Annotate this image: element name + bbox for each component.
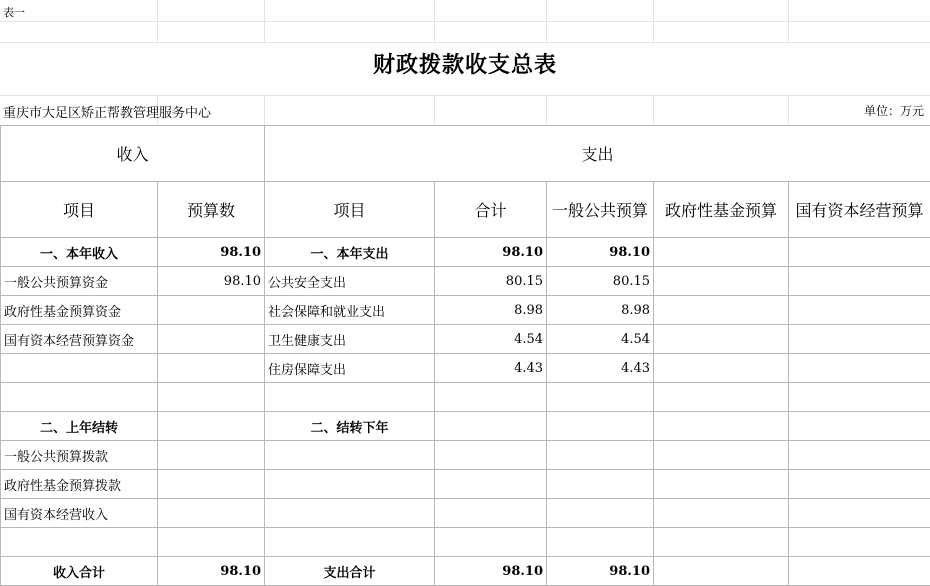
col-header-general-budget: 一般公共预算: [547, 182, 654, 238]
expense-item-cell: [265, 499, 435, 528]
gov-fund-cell: [654, 296, 789, 325]
general-budget-cell: [547, 383, 654, 412]
total-cell: 98.10: [435, 238, 547, 267]
income-budget-cell: [158, 296, 265, 325]
table-row: [1, 412, 930, 441]
expense-total-label: 支出合计: [265, 557, 435, 586]
col-header-gov-fund-budget: 政府性基金预算: [654, 182, 789, 238]
expense-item-cell: [265, 441, 435, 470]
income-item-cell: 政府性基金预算拨款: [1, 470, 158, 499]
state-capital-cell: [789, 267, 930, 296]
total-cell: 4.54: [435, 325, 547, 354]
gov-fund-total: [654, 557, 789, 586]
col-header-expense-item: 项目: [265, 182, 435, 238]
state-capital-cell: [789, 354, 930, 383]
expense-item-cell: 二、结转下年: [265, 412, 435, 441]
total-cell: [435, 528, 547, 557]
organization-name: 重庆市大足区矫正帮教管理服务中心: [3, 102, 211, 121]
total-cell: 80.15: [435, 267, 547, 296]
income-item-cell: [1, 383, 158, 412]
expense-item-cell: [265, 470, 435, 499]
table-row: [1, 528, 930, 557]
sheet-label: 表一: [3, 4, 25, 20]
income-budget-cell: [158, 499, 265, 528]
state-capital-cell: [789, 499, 930, 528]
gov-fund-cell: [654, 412, 789, 441]
expense-item-cell: [265, 528, 435, 557]
income-item-cell: 国有资本经营预算资金: [1, 325, 158, 354]
expense-item-cell: 一、本年支出: [265, 238, 435, 267]
total-cell: [435, 383, 547, 412]
income-item-cell: 国有资本经营收入: [1, 499, 158, 528]
general-budget-cell: [547, 441, 654, 470]
total-cell: [435, 499, 547, 528]
table-row: [1, 499, 930, 528]
general-budget-cell: 8.98: [547, 296, 654, 325]
gov-fund-cell: [654, 325, 789, 354]
general-budget-cell: [547, 470, 654, 499]
gov-fund-cell: [654, 267, 789, 296]
table-row: [1, 441, 930, 470]
income-budget-cell: [158, 441, 265, 470]
income-total-value: 98.10: [158, 557, 265, 586]
state-capital-cell: [789, 441, 930, 470]
total-cell: [435, 412, 547, 441]
gov-fund-cell: [654, 238, 789, 267]
state-capital-cell: [789, 412, 930, 441]
col-header-income-item: 项目: [1, 182, 158, 238]
gov-fund-cell: [654, 470, 789, 499]
gov-fund-cell: [654, 383, 789, 412]
expense-item-cell: [265, 383, 435, 412]
income-item-cell: 政府性基金预算资金: [1, 296, 158, 325]
state-capital-cell: [789, 383, 930, 412]
income-budget-cell: 98.10: [158, 267, 265, 296]
state-capital-cell: [789, 296, 930, 325]
table-row: [1, 383, 930, 412]
table-row: [1, 325, 930, 354]
income-budget-cell: [158, 325, 265, 354]
income-budget-cell: 98.10: [158, 238, 265, 267]
general-budget-cell: [547, 412, 654, 441]
total-cell: [435, 441, 547, 470]
expense-item-cell: 社会保障和就业支出: [265, 296, 435, 325]
col-header-total: 合计: [435, 182, 547, 238]
totals-row: [1, 557, 930, 586]
general-budget-total: 98.10: [547, 557, 654, 586]
general-budget-cell: 98.10: [547, 238, 654, 267]
income-budget-cell: [158, 383, 265, 412]
income-budget-cell: [158, 354, 265, 383]
income-budget-cell: [158, 412, 265, 441]
income-item-cell: 二、上年结转: [1, 412, 158, 441]
state-capital-cell: [789, 325, 930, 354]
state-capital-total: [789, 557, 930, 586]
unit-label: 单位：万元: [864, 102, 924, 119]
table-row: [1, 267, 930, 296]
expense-item-cell: 卫生健康支出: [265, 325, 435, 354]
general-budget-cell: [547, 499, 654, 528]
income-item-cell: [1, 354, 158, 383]
general-budget-cell: 4.43: [547, 354, 654, 383]
expense-group-header: 支出: [265, 126, 930, 182]
table-row: [1, 296, 930, 325]
income-item-cell: 一般公共预算拨款: [1, 441, 158, 470]
general-budget-cell: 4.54: [547, 325, 654, 354]
income-budget-cell: [158, 470, 265, 499]
income-total-label: 收入合计: [1, 557, 158, 586]
general-budget-cell: 80.15: [547, 267, 654, 296]
col-header-state-capital-budget: 国有资本经营预算: [789, 182, 930, 238]
expense-item-cell: 住房保障支出: [265, 354, 435, 383]
gov-fund-cell: [654, 354, 789, 383]
income-group-header: 收入: [1, 126, 265, 182]
total-cell: [435, 470, 547, 499]
gov-fund-cell: [654, 441, 789, 470]
income-item-cell: [1, 528, 158, 557]
page-title: 财政拨款收支总表: [0, 48, 930, 79]
total-cell: 4.43: [435, 354, 547, 383]
expense-total-value: 98.10: [435, 557, 547, 586]
table-row: [1, 470, 930, 499]
state-capital-cell: [789, 238, 930, 267]
income-item-cell: 一、本年收入: [1, 238, 158, 267]
state-capital-cell: [789, 470, 930, 499]
col-header-income-budget: 预算数: [158, 182, 265, 238]
gov-fund-cell: [654, 499, 789, 528]
income-budget-cell: [158, 528, 265, 557]
table-row: [1, 354, 930, 383]
total-cell: 8.98: [435, 296, 547, 325]
table-row: [1, 238, 930, 267]
general-budget-cell: [547, 528, 654, 557]
expense-item-cell: 公共安全支出: [265, 267, 435, 296]
fiscal-summary-table: [0, 125, 930, 586]
gov-fund-cell: [654, 528, 789, 557]
income-item-cell: 一般公共预算资金: [1, 267, 158, 296]
state-capital-cell: [789, 528, 930, 557]
